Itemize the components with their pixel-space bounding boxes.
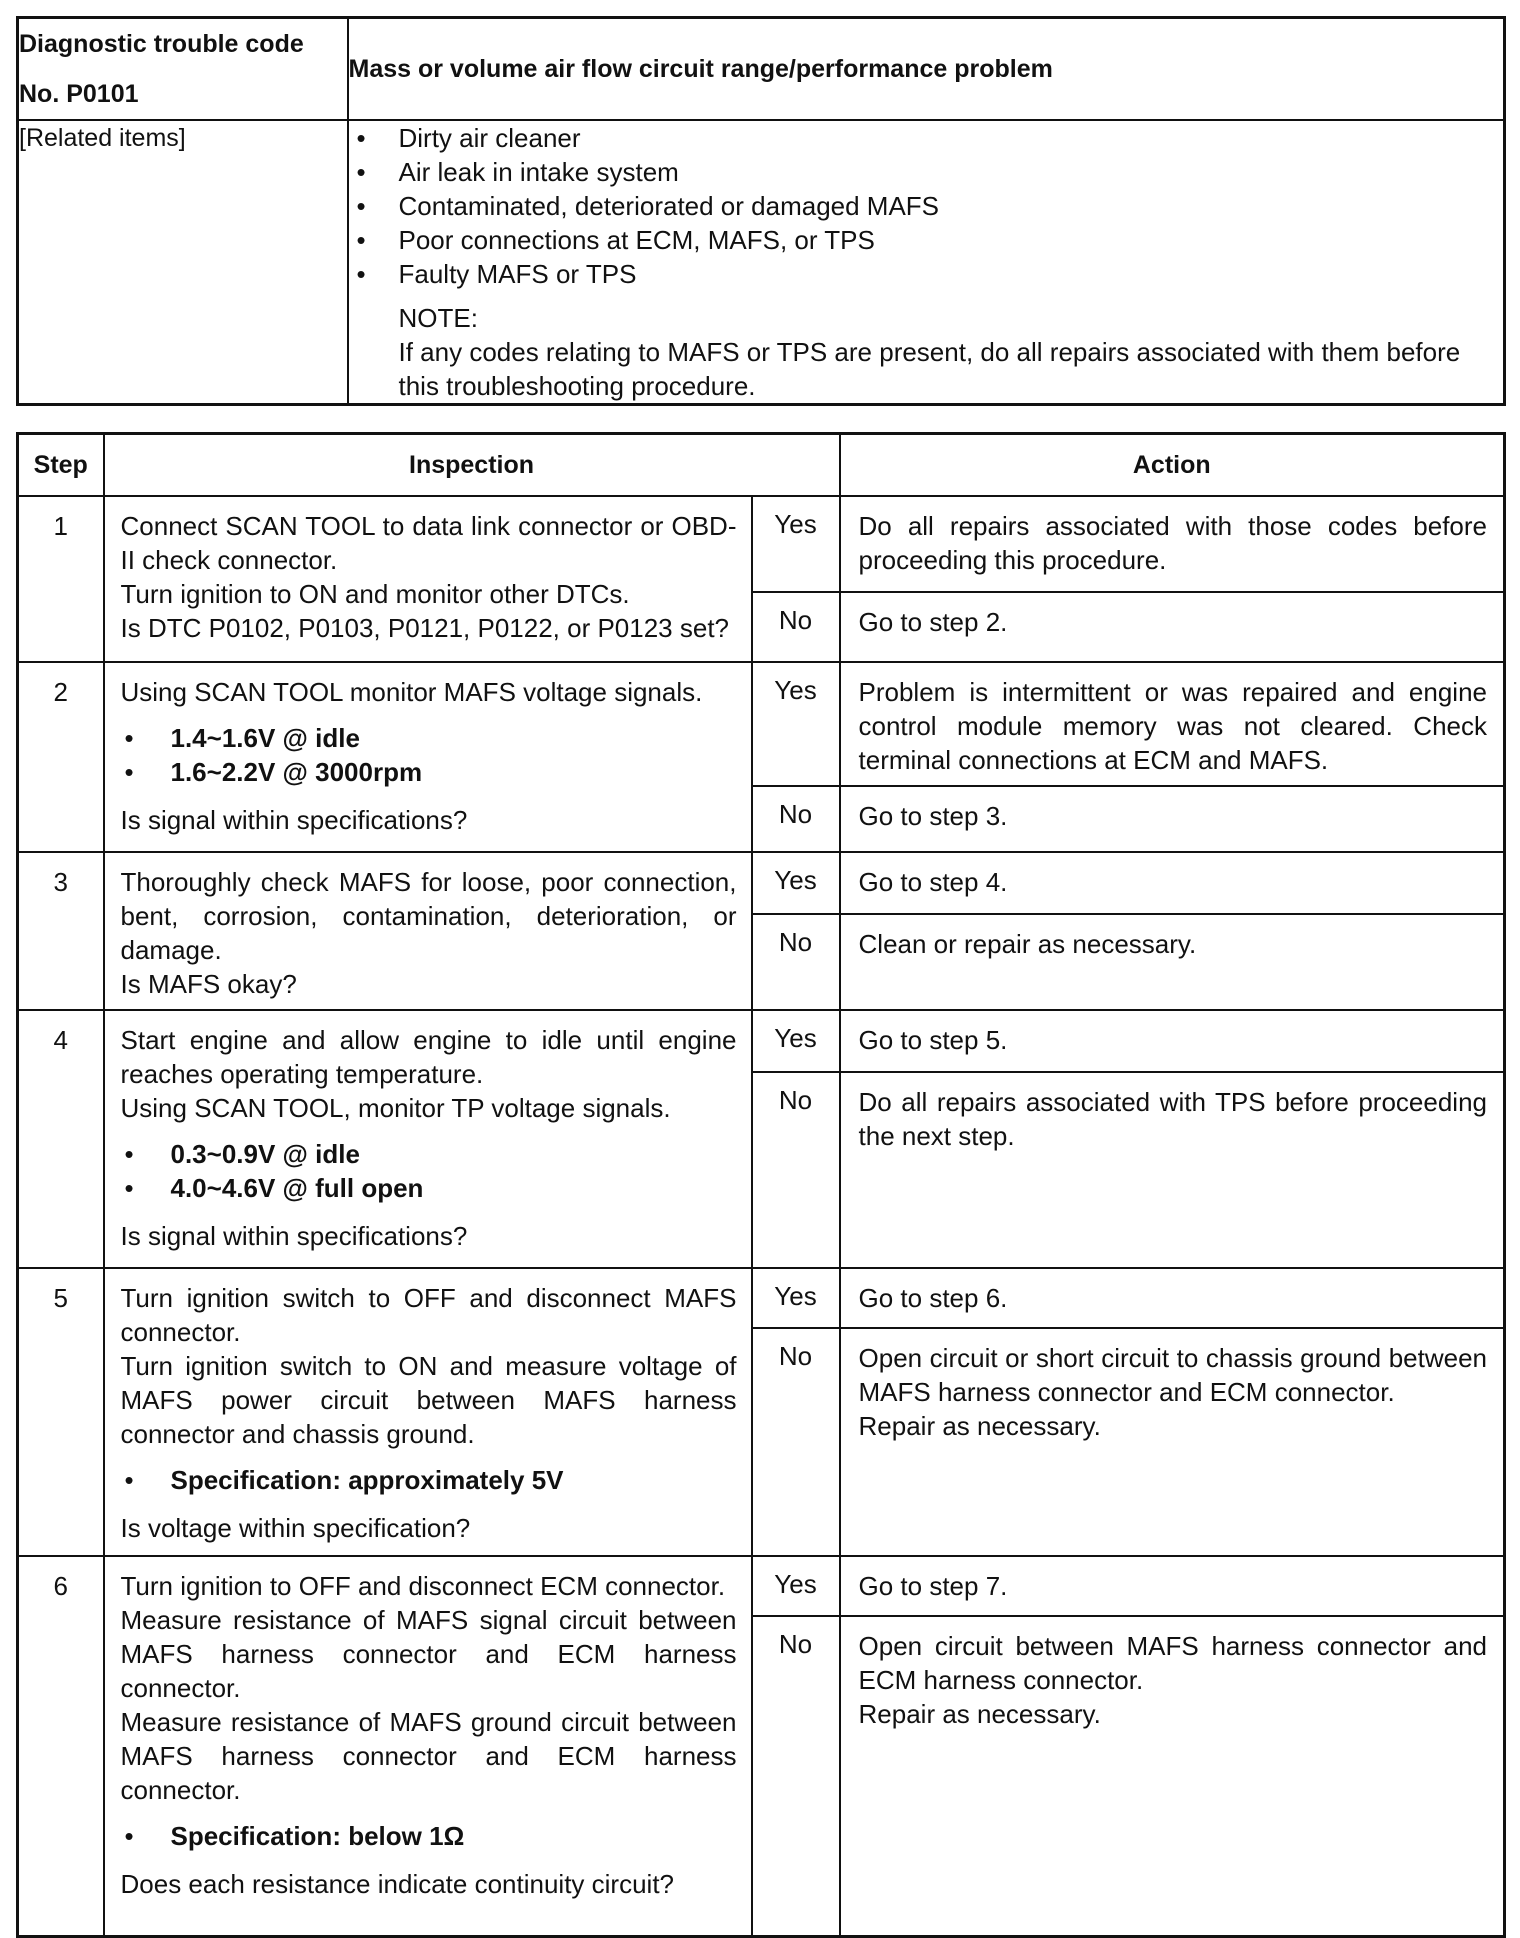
inspection-text: Connect SCAN TOOL to data link connector or OBD-II check connector. — [120, 511, 737, 575]
yes-action — [840, 1268, 1505, 1328]
action-text: Go to step 7. — [858, 1571, 1008, 1601]
step-number: 2 — [18, 662, 104, 852]
spec-list — [121, 1137, 737, 1205]
inspection-text: Measure resistance of MAFS signal circuit between MAFS harness connector and ECM harness connector. — [120, 1605, 737, 1703]
table-row — [18, 662, 1505, 786]
inspection-question: Does each resistance indicate continuity circuit? — [120, 1869, 675, 1899]
inspection-cell — [104, 1010, 752, 1268]
no-action — [840, 786, 1505, 852]
no-action — [840, 1072, 1505, 1268]
dtc-title: Mass or volume air flow circuit range/performance problem — [348, 18, 1505, 121]
inspection-text: Is MAFS okay? — [120, 969, 297, 999]
dtc-code-number: No. P0101 — [19, 80, 139, 108]
related-items-cell — [348, 120, 1505, 405]
step-number: 4 — [18, 1010, 104, 1268]
inspection-text: Using SCAN TOOL, monitor TP voltage signals. — [120, 1093, 671, 1123]
yes-action — [840, 1010, 1505, 1072]
spec-item: • Specification: approximately 5V — [121, 1463, 737, 1497]
related-items-label: [Related items] — [18, 120, 348, 405]
spec-list — [121, 1463, 737, 1497]
inspection-text: Is DTC P0102, P0103, P0121, P0122, or P0123 set? — [120, 613, 730, 643]
yes-action — [840, 852, 1505, 914]
table-row — [18, 1268, 1505, 1328]
no-action — [840, 914, 1505, 1010]
inspection-text: Turn ignition to ON and monitor other DTCs. — [120, 579, 630, 609]
step-number: 6 — [18, 1556, 104, 1936]
action-text: Go to step 2. — [858, 607, 1008, 637]
yes-label: Yes — [752, 1556, 840, 1616]
inspection-text: Using SCAN TOOL monitor MAFS voltage signals. — [120, 677, 703, 707]
table-row — [18, 1556, 1505, 1616]
header-inspection: Inspection — [104, 434, 840, 497]
troubleshooting-table — [16, 432, 1506, 1938]
step-number: 3 — [18, 852, 104, 1010]
no-label: No — [752, 1328, 840, 1556]
inspection-text: Turn ignition switch to OFF and disconnect MAFS connector. — [120, 1283, 737, 1347]
yes-action — [840, 496, 1505, 592]
note-block — [349, 301, 1504, 403]
inspection-text: Turn ignition switch to ON and measure voltage of MAFS power circuit between MAFS harness connector and chassis ground. — [120, 1351, 737, 1449]
table-row — [18, 852, 1505, 914]
spec-list — [121, 721, 737, 789]
action-text: Open circuit or short circuit to chassis ground between MAFS harness connector and ECM connector. — [858, 1343, 1487, 1407]
inspection-text: Turn ignition to OFF and disconnect ECM connector. — [120, 1571, 726, 1601]
inspection-text: Thoroughly check MAFS for loose, poor connection, bent, corrosion, contamination, deterioration, or damage. — [120, 867, 737, 965]
action-text: Do all repairs associated with TPS before proceeding the next step. — [858, 1087, 1487, 1151]
inspection-cell — [104, 1556, 752, 1936]
action-text: Go to step 3. — [858, 801, 1008, 831]
yes-label: Yes — [752, 496, 840, 592]
no-label: No — [752, 1072, 840, 1268]
header-action: Action — [840, 434, 1505, 497]
inspection-text: Start engine and allow engine to idle until engine reaches operating temperature. — [120, 1025, 737, 1089]
related-item: • Contaminated, deteriorated or damaged MAFS — [349, 189, 1504, 223]
inspection-cell — [104, 496, 752, 662]
related-item: • Faulty MAFS or TPS — [349, 257, 1504, 291]
inspection-cell — [104, 852, 752, 1010]
inspection-text: Measure resistance of MAFS ground circuit between MAFS harness connector and ECM harness connector. — [120, 1707, 737, 1805]
inspection-cell — [104, 1268, 752, 1556]
no-action — [840, 1616, 1505, 1936]
inspection-question: Is signal within specifications? — [120, 805, 468, 835]
step-number: 1 — [18, 496, 104, 662]
table-row — [18, 1010, 1505, 1072]
spec-item: • Specification: below 1Ω — [121, 1819, 737, 1853]
inspection-cell — [104, 662, 752, 852]
related-item: • Poor connections at ECM, MAFS, or TPS — [349, 223, 1504, 257]
action-text: Clean or repair as necessary. — [858, 929, 1197, 959]
no-action — [840, 592, 1505, 662]
no-label: No — [752, 786, 840, 852]
related-item: • Dirty air cleaner — [349, 121, 1504, 155]
action-text: Repair as necessary. — [858, 1411, 1101, 1441]
spec-item: • 1.6~2.2V @ 3000rpm — [121, 755, 737, 789]
table-row — [18, 496, 1505, 592]
dtc-code-cell — [18, 18, 348, 121]
step-number: 5 — [18, 1268, 104, 1556]
action-text: Go to step 5. — [858, 1025, 1008, 1055]
table-header-row — [18, 434, 1505, 497]
inspection-question: Is voltage within specification? — [120, 1513, 471, 1543]
action-text: Go to step 6. — [858, 1283, 1008, 1313]
action-text: Open circuit between MAFS harness connector and ECM harness connector. — [858, 1631, 1487, 1695]
note-text: If any codes relating to MAFS or TPS are present, do all repairs associated with them before this troubleshooting procedure. — [398, 337, 1461, 401]
action-text: Do all repairs associated with those codes before proceeding this procedure. — [858, 511, 1487, 575]
header-step: Step — [18, 434, 104, 497]
action-text: Problem is intermittent or was repaired and engine control module memory was not cleared. Check terminal connections at ECM and MAFS. — [858, 677, 1487, 775]
spec-item: • 0.3~0.9V @ idle — [121, 1137, 737, 1171]
action-text: Repair as necessary. — [858, 1699, 1101, 1729]
yes-label: Yes — [752, 852, 840, 914]
dtc-code-label: Diagnostic trouble code — [19, 30, 304, 58]
related-items-list — [349, 121, 1504, 291]
no-action — [840, 1328, 1505, 1556]
spec-item: • 4.0~4.6V @ full open — [121, 1171, 737, 1205]
no-label: No — [752, 592, 840, 662]
dtc-header-table — [16, 16, 1506, 406]
note-label: NOTE: — [398, 303, 478, 333]
yes-action — [840, 1556, 1505, 1616]
yes-action — [840, 662, 1505, 786]
no-label: No — [752, 1616, 840, 1936]
yes-label: Yes — [752, 662, 840, 786]
related-item: • Air leak in intake system — [349, 155, 1504, 189]
inspection-question: Is signal within specifications? — [120, 1221, 468, 1251]
yes-label: Yes — [752, 1010, 840, 1072]
no-label: No — [752, 914, 840, 1010]
spec-list — [121, 1819, 737, 1853]
action-text: Go to step 4. — [858, 867, 1008, 897]
spec-item: • 1.4~1.6V @ idle — [121, 721, 737, 755]
yes-label: Yes — [752, 1268, 840, 1328]
